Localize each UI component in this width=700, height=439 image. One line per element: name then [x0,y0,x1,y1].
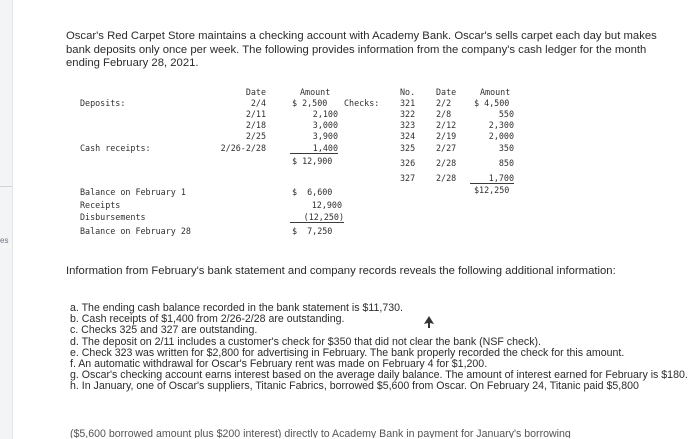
check-amount-header: Amount [480,87,511,97]
check-no: 323 [400,120,416,130]
beginning-balance-value: $ 6,600 [292,187,333,197]
check-date: 2/8 [436,109,452,119]
check-date-header: Date [436,87,457,97]
check-no-header: No. [400,87,416,97]
check-amount: 2,000 [488,131,514,141]
ending-balance-label: Balance on February 28 [80,226,191,236]
deposit-amount: 3,000 [312,120,338,130]
info-item-e: e. Check 323 was written for $2,800 for advertising in February. The bank properly recorded the check for this amount. [70,346,625,359]
receipts-value: 12,900 [311,200,342,210]
check-no: 324 [400,131,416,141]
check-date: 2/19 [436,131,457,141]
ending-balance-value: $ 7,250 [292,226,333,236]
info-item-a: a. The ending cash balance recorded in the bank statement is $11,730. [70,302,403,314]
check-date: 2/27 [436,143,457,153]
deposit-amount-header: Amount [300,87,331,97]
info-item-b: b. Cash receipts of $1,400 from 2/26-2/28 are outstanding. [70,313,345,326]
check-amount: 1,700 [470,173,514,184]
info-item-h-continuation: ($5,600 borrowed amount plus $200 interest) directly to Academy Bank in payment for January's borrowing [70,428,571,438]
check-amount: 2,300 [488,120,514,130]
check-date: 2/28 [436,158,457,168]
deposit-amount: 3,900 [312,131,338,141]
deposit-date: 2/11 [245,109,266,119]
deposit-date: 2/25 [245,131,266,141]
deposit-date-header: Date [245,87,266,97]
info-item-d: d. The deposit on 2/11 includes a customer's check for $350 that did not clear the bank (NSF check). [70,335,541,348]
info-item-c: c. Checks 325 and 327 are outstanding. [70,324,258,337]
deposit-date: 2/26-2/28 [220,143,266,153]
additional-info-list [70,303,690,393]
additional-info-heading: Information from February's bank statement and company records reveals the following additional information: [66,265,616,277]
check-amount: 550 [498,109,514,119]
check-amount: $ 4,500 [474,98,510,108]
checks-label: Checks: [344,98,380,108]
deposits-label: Deposits: [80,98,126,108]
sidebar-divider [0,186,12,187]
cash-receipts-label: Cash receipts: [80,143,151,153]
info-item-f: f. An automatic withdrawal for Oscar's February rent was made on February 4 for $1,200. [70,358,488,371]
receipts-label: Receipts [80,200,121,210]
sidebar-text-fragment: es [0,236,9,245]
deposit-amount: $ 2,500 [292,98,328,108]
disbursements-value: (12,250) [290,212,344,223]
deposit-amount: 1,400 [290,143,338,154]
check-amount: 350 [498,143,514,153]
deposit-date: 2/4 [250,98,266,108]
deposits-total: $ 12,900 [292,156,333,166]
check-no: 327 [400,173,416,183]
beginning-balance-label: Balance on February 1 [80,187,186,197]
check-date: 2/28 [436,173,457,183]
check-amount: 850 [498,158,514,168]
deposit-amount: 2,100 [312,109,338,119]
check-date: 2/2 [436,98,452,108]
deposit-date: 2/18 [245,120,266,130]
disbursements-label: Disbursements [80,212,146,222]
mouse-cursor-icon [424,316,434,328]
check-no: 325 [400,143,416,153]
info-item-h: h. In January, one of Oscar's suppliers, Titanic Fabrics, borrowed $5,600 from Oscar. On February 24, Titanic paid $5,800 [70,380,639,393]
check-no: 326 [400,158,416,168]
check-no: 321 [400,98,416,108]
checks-total: $12,250 [474,185,510,195]
check-date: 2/12 [436,120,457,130]
left-sidebar-edge [0,0,13,439]
problem-intro: Oscar's Red Carpet Store maintains a checking account with Academy Bank. Oscar's sells carpet each day but makes bank deposits only once per week. The following provides information from the company's cash ledger for the month ending February 28, 2021. [66,30,657,69]
check-no: 322 [400,109,416,119]
info-item-g: g. Oscar's checking account earns interest based on the average daily balance. The amount of interest earned for February is $180. [70,369,688,382]
